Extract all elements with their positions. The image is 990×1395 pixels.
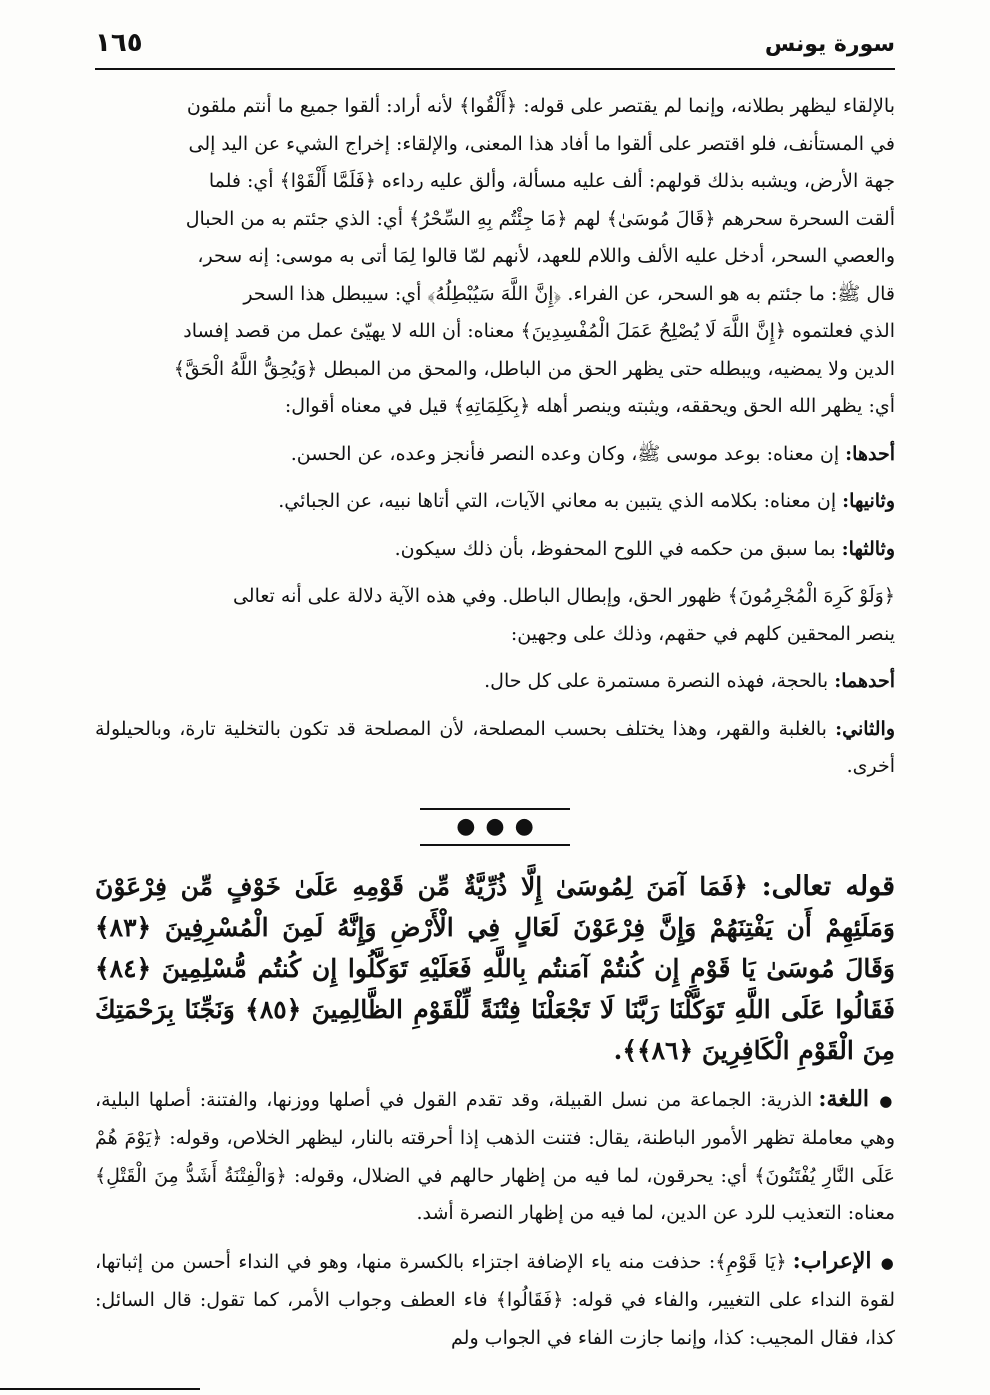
lugha-bullet-icon: ● [879,1091,895,1110]
text-line-8: الدين ولا يمضيه، ويبطله حتى يظهر الحق من الباطل، والمحق من المبطل ﴿وَيُحِقُّ اللَّهُ الْحَقَّ﴾ [173,357,895,380]
opinion-second-label: وثانيها: [842,490,895,512]
opinion-third-text: بما سبق من حكمه في اللوح المحفوظ، بأن ذلك سيكون. [394,537,842,560]
page-header [95,18,895,70]
text-line-7: الذي فعلتموه ﴿إِنَّ اللَّهَ لَا يُصْلِحُ عَمَلَ الْمُفْسِدِينَ﴾ معناه: أن الله لا يهيّئ عمل من قصد إفساد [183,320,895,342]
irab-section [95,1243,895,1358]
opinion-first [95,436,895,474]
quran-verse-block [95,866,895,1071]
opinion-first-label: أحدها: [845,442,895,465]
way-first-label: أحدهما: [834,670,895,692]
opinion-first-text: إن معناه: بوعد موسى ﷺ، وكان وعده النصر فأنجز وعده، عن الحسن. [290,442,846,465]
text-line-9: أي: يظهر الله الحق ويحققه، ويثبته وينصر أهله ﴿بِكَلِمَاتِهِ﴾ قيل في معناه أقوال: [284,395,895,417]
karih-line-1: ﴿وَلَوْ كَرِهَ الْمُجْرِمُونَ﴾ ظهور الحق، وإبطال الباطل. وفي هذه الآية دلالة على أنه تعالى [232,585,895,607]
text-line-6: قال ﷺ: ما جئتم به هو السحر، عن الفراء. ﴿إِنَّ اللَّهَ سَيُبْطِلُهُ﴾ أي: سيبطل هذا السحر [243,282,895,305]
way-second-text: بالغلبة والقهر، وهذا يختلف بحسب المصلحة، لأن المصلحة قد تكون بالتخلية تارة، وبالحيلولة أخرى. [95,717,895,777]
lugha-text: الذرية: الجماعة من نسل القبيلة، وقد تقدم القول في أصلها ووزنها، والفتنة: أصلها البلية، وهي معاملة تظهر الأمور الباطنة، يقال: فتنت الذهب إذا أحرقته بالنار، ليظهر الخلاص، وقوله: ﴿يَوْمَ هُمْ عَلَى النَّارِ يُفْتَنُونَ﴾ أي: يحرقون، لما فيه من إظهار حالهم في الضلال، وقوله: ﴿وَالْفِتْنَةُ أَشَدُّ مِنَ الْقَتْلِ﴾ معناه: التعذيب للرد عن الدين، لما فيه من إظهار النصرة أشد. [95,1088,895,1224]
way-second [95,711,895,786]
text-line-2: في المستأنف، فلو اقتصر على ألقوا ما أفاد هذا المعنى، والإلقاء: إخراج الشيء عن اليد إلى [188,132,895,155]
irab-heading: الإعراب: [792,1247,881,1274]
opinion-second-text: إن معناه: بكلامه الذي يتبين به معاني الآيات، التي أتاها نبيه، عن الجبائي. [278,490,843,512]
way-second-label: والثاني: [835,717,895,740]
section-separator [95,786,895,862]
text-line-4: ألقت السحرة سحرهم ﴿قَالَ مُوسَىٰ﴾ لهم ﴿مَا جِئْتُم بِهِ السِّحْرُ﴾ أي: الذي جئتم به من الحبال [185,207,895,230]
text-line-3: جهة الأرض، ويشبه بذلك قولهم: ألف عليه مسألة، وألق عليه رداءه ﴿فَلَمَّا أَلْقَوْا﴾ أي: فلما [208,170,895,192]
verse-text: ﴿فَمَا آمَنَ لِمُوسَىٰ إِلَّا ذُرِّيَّةٌ مِّن قَوْمِهِ عَلَىٰ خَوْفٍ مِّن فِرْعَوْنَ وَمَلَئِهِمْ أَن يَفْتِنَهُمْ وَإِنَّ فِرْعَوْنَ لَعَالٍ فِي الْأَرْضِ وَإِنَّهُ لَمِنَ الْمُسْرِفِينَ ﴿٨٣﴾ وَقَالَ مُوسَىٰ يَا قَوْمِ إِن كُنتُمْ آمَنتُم بِاللَّهِ فَعَلَيْهِ تَوَكَّلُوا إِن كُنتُم مُّسْلِمِينَ ﴿٨٤﴾ فَقَالُوا عَلَى اللَّهِ تَوَكَّلْنَا رَبَّنَا لَا تَجْعَلْنَا فِتْنَةً لِّلْقَوْمِ الظَّالِمِينَ ﴿٨٥﴾ وَنَجِّنَا بِرَحْمَتِكَ مِنَ الْقَوْمِ الْكَافِرِينَ ﴿٨٦﴾﴾. [95,871,895,1065]
separator-dots: ●●● [456,813,544,839]
footnote-rule [0,1388,200,1390]
text-line-5: والعصي السحر، أدخل عليه الألف واللام للعهد، لأنهم لمّا قالوا لِمَا أتى به موسى: إنه سحر، [197,245,895,267]
opinion-third-label: وثالثها: [841,537,895,560]
lugha-heading: اللغة: [818,1085,880,1112]
separator-rule-bottom [420,844,570,846]
text-line-1: بالإلقاء ليظهر بطلانه، وإنما لم يقتصر على قوله: ﴿أَلْقُوا﴾ لأنه أراد: ألقوا جميع ما أنتم ملقون [186,95,895,117]
page-body [95,88,895,1357]
way-first-text: بالحجة، فهذه النصرة مستمرة على كل حال. [484,670,835,692]
surah-title: سورة يونس [764,32,895,57]
karih-line-2: ينصر المحقين كلهم في حقهم، وذلك على وجهين: [510,622,895,645]
lugha-section [95,1081,895,1233]
opinion-third [95,531,895,569]
way-first [95,663,895,701]
irab-bullet-icon: ● [880,1253,896,1272]
opinion-second [95,483,895,521]
irab-text: ﴿يَا قَوْمِ﴾: حذفت منه ياء الإضافة اجتزاء بالكسرة منها، وهو في النداء أحسن من إثباتها، لقوة النداء على التغيير، والفاء في قوله: ﴿فَقَالُوا﴾ فاء العطف وجواب الأمر، كما تقول: قال السائل: كذا، فقال المجيب: كذا، وإنما جازت الفاء في الجواب ولم [95,1250,895,1349]
page-number: ١٦٥ [95,28,143,58]
verse-intro-label: قوله تعالى: [761,870,896,902]
